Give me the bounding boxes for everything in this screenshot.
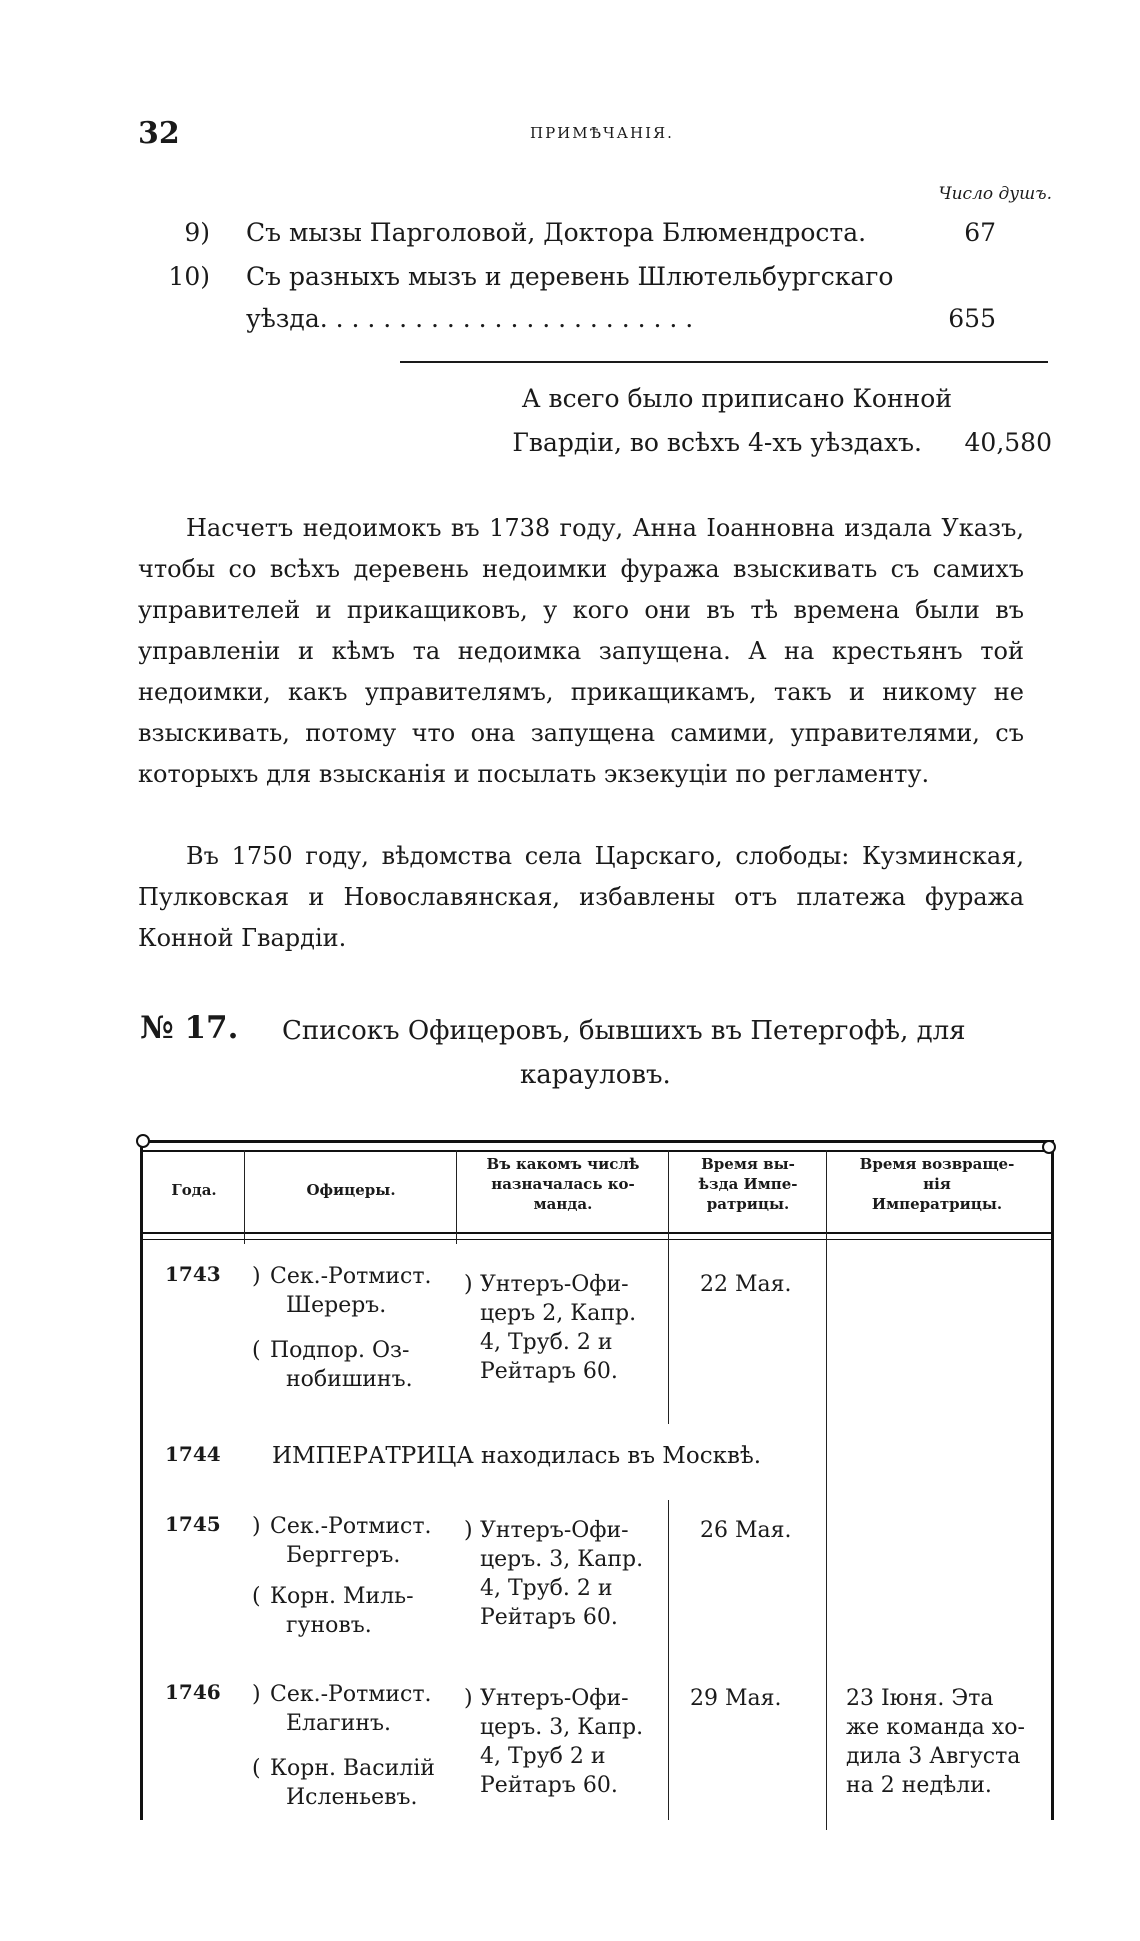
total-line-2: Гвардіи, во всѣхъ 4-хъ уѣздахъ. <box>512 428 922 457</box>
officer-name: Берггеръ. <box>286 1543 401 1568</box>
column-divider <box>668 1150 669 1244</box>
brace-icon: ) <box>252 1514 261 1539</box>
return-note: же команда хо- <box>846 1715 1025 1740</box>
col-header-return-line: нія <box>923 1175 951 1193</box>
col-header-departure-line: ратрицы. <box>706 1195 790 1213</box>
departure-date: 26 Мая. <box>700 1518 792 1543</box>
command-text: Рейтаръ 60. <box>480 1359 618 1384</box>
document-number: № 17. <box>140 1010 239 1046</box>
total-line-1: А всего было приписано Конной <box>521 384 952 413</box>
running-head: ПРИМѢЧАНIЯ. <box>530 124 674 142</box>
table-row-year: 1746 <box>165 1680 221 1704</box>
return-note: дила 3 Августа <box>846 1744 1021 1769</box>
command-text: Унтеръ-Офи- <box>480 1686 629 1711</box>
command-text: Унтеръ-Офи- <box>480 1272 629 1297</box>
command-text: 4, Труб. 2 и <box>480 1330 613 1355</box>
col-header-return-line: Императрицы. <box>871 1195 1003 1213</box>
sum-rule <box>400 361 1048 363</box>
col-header-return-line: Время возвраще- <box>859 1155 1015 1173</box>
officer-name: Сек.-Ротмист. <box>270 1264 432 1289</box>
officer-name: Елагинъ. <box>286 1711 391 1736</box>
total-value: 40,580 <box>964 428 1052 457</box>
paragraph-text: Насчетъ недоимокъ въ 1738 году, Анна Іоанновна издала Указъ, чтобы со всѣхъ деревень недоимки фуража взыскивать съ самихъ управителей и прикащиковъ, у кого они въ тѣ времена были въ управленіи и кѣмъ та недоимка запущена. А на крестьянъ той недоимки, какъ управителямъ, прикащикамъ, такъ и никому не взыскивать, потому что она запущена самими, управителями, съ которыхъ для взысканія и посылать экзекуціи по регламенту. <box>138 514 1024 788</box>
brace-icon: ) <box>464 1518 473 1543</box>
paragraph-text: Въ 1750 году, вѣдомства села Царскаго, слободы: Кузминская, Пулковская и Новославянская, избавлены отъ платежа фуража Конной Гвардіи. <box>138 842 1024 952</box>
command-text: церъ 2, Капр. <box>480 1301 637 1326</box>
command-text: церъ. 3, Капр. <box>480 1547 644 1572</box>
table-header-rule <box>140 1232 1054 1240</box>
officer-name: Корн. Василій <box>270 1756 435 1781</box>
brace-icon: ) <box>252 1264 261 1289</box>
list-item-value: 67 <box>964 218 996 247</box>
officer-name: гуновъ. <box>286 1613 372 1638</box>
table-row-year: 1743 <box>165 1262 221 1286</box>
brace-icon: ) <box>464 1272 473 1297</box>
command-text: Унтеръ-Офи- <box>480 1518 629 1543</box>
officer-name: Сек.-Ротмист. <box>270 1514 432 1539</box>
col-header-departure-line: ѣзда Импе- <box>698 1175 798 1193</box>
command-text: церъ. 3, Капр. <box>480 1715 644 1740</box>
officer-name: Корн. Миль- <box>270 1584 414 1609</box>
command-text: Рейтаръ 60. <box>480 1773 618 1798</box>
col-header-departure-line: Время вы- <box>701 1155 795 1173</box>
col-header-officers: Офицеры. <box>306 1181 396 1199</box>
col-header-command <box>460 1154 666 1214</box>
brace-icon: ) <box>464 1686 473 1711</box>
page-number: 32 <box>138 116 180 151</box>
table-corner-ornament <box>1042 1140 1056 1154</box>
officer-name: Подпор. Оз- <box>270 1338 410 1363</box>
table-row-year: 1744 <box>165 1442 221 1466</box>
paragraph <box>138 836 1024 959</box>
officer-name: Сек.-Ротмист. <box>270 1682 432 1707</box>
column-divider <box>668 1500 669 1820</box>
list-item-number: 9) <box>184 218 210 247</box>
table-top-rule <box>140 1140 1054 1152</box>
column-divider <box>456 1150 457 1244</box>
col-header-departure <box>672 1154 824 1214</box>
col-header-year: Года. <box>171 1181 217 1199</box>
return-note: 23 Іюня. Эта <box>846 1686 994 1711</box>
document-title-continued: карауловъ. <box>520 1060 671 1090</box>
document-title: Списокъ Офицеровъ, бывшихъ въ Петергофѣ, для <box>282 1016 966 1046</box>
column-divider <box>668 1244 669 1424</box>
list-item-value: 655 <box>948 304 996 333</box>
brace-icon: ( <box>252 1756 261 1781</box>
departure-date: 29 Мая. <box>690 1686 782 1711</box>
col-header-command-line: манда. <box>533 1195 593 1213</box>
departure-date: 22 Мая. <box>700 1272 792 1297</box>
officer-name: нобишинъ. <box>286 1367 413 1392</box>
row-note: ИМПЕРАТРИЦА находилась въ Москвѣ. <box>272 1443 762 1469</box>
officer-name: Исленьевъ. <box>286 1785 418 1810</box>
list-item-number: 10) <box>168 262 210 291</box>
paragraph <box>138 508 1024 795</box>
table-row-year: 1745 <box>165 1512 221 1536</box>
list-item-text: Съ разныхъ мызъ и деревень Шлютельбургскаго <box>246 262 894 291</box>
list-item-text: Съ мызы Парголовой, Доктора Блюмендроста. <box>246 218 867 247</box>
command-text: 4, Труб 2 и <box>480 1744 606 1769</box>
col-header-return <box>830 1154 1044 1214</box>
return-note: на 2 недѣли. <box>846 1773 992 1798</box>
col-header-command-line: Въ какомъ числѣ <box>486 1155 640 1173</box>
col-header-command-line: назначалась ко- <box>491 1175 635 1193</box>
souls-column-heading: Число душъ. <box>938 184 1052 204</box>
table-corner-ornament <box>136 1134 150 1148</box>
brace-icon: ( <box>252 1338 261 1363</box>
list-item-text: уѣзда. . . . . . . . . . . . . . . . . . . . . . . . <box>246 304 694 333</box>
command-text: 4, Труб. 2 и <box>480 1576 613 1601</box>
brace-icon: ( <box>252 1584 261 1609</box>
officer-name: Шереръ. <box>286 1293 387 1318</box>
command-text: Рейтаръ 60. <box>480 1605 618 1630</box>
column-divider <box>244 1150 245 1244</box>
column-divider <box>826 1150 827 1830</box>
brace-icon: ) <box>252 1682 261 1707</box>
